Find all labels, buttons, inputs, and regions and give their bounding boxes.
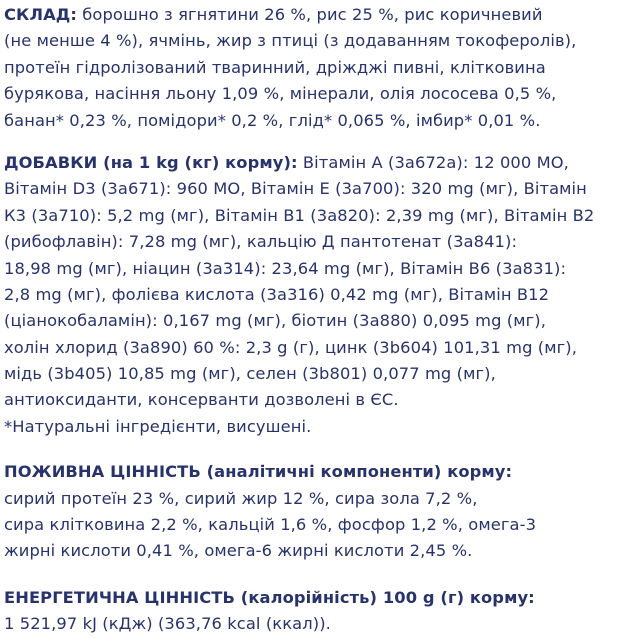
composition-section — [4, 2, 616, 134]
additives-line: 18,98 mg (мг), ніацин (3a314): 23,64 mg (мг), Вітамін В6 (3a831): — [4, 258, 567, 278]
additives-line: К3 (3a710): 5,2 mg (мг), Вітамін В1 (3a820): 2,39 mg (мг), Вітамін В2 — [4, 205, 595, 225]
footnote-natural-ingredients: *Натуральні інгредієнти, висушені. — [4, 416, 312, 436]
composition-heading: СКЛАД: — [4, 5, 77, 24]
nutrition-section — [4, 459, 616, 565]
additives-section — [4, 150, 616, 440]
energy-value: 1 521,97 kJ (кДж) (363,76 kcal (ккал)). — [4, 614, 331, 634]
composition-line: бурякова, насіння льону 1,09 %, мінерали, олія лососева 0,5 %, — [4, 84, 557, 104]
energy-heading: ЕНЕРГЕТИЧНА ЦІННІСТЬ (калорійність) 100 g (г) корму: — [4, 587, 535, 607]
additives-line: (рибофлавін): 7,28 mg (мг), кальцію Д пантотенат (3a841): — [4, 232, 518, 252]
composition-line: (не менше 4 %), ячмінь, жир з птиці (з додаванням токоферолів), — [4, 31, 577, 51]
additives-heading: ДОБАВКИ (на 1 kg (кг) корму): — [4, 152, 298, 172]
additives-line: холін хлорид (3a890) 60 %: 2,3 g (г), цинк (3b604) 101,31 mg (мг), — [4, 337, 577, 357]
nutrition-heading: ПОЖИВНА ЦІННІСТЬ (аналітичні компоненти) корму: — [4, 462, 513, 482]
additives-line: антиоксиданти, консерванти дозволені в ЄС. — [4, 390, 399, 410]
nutrition-line: сира клітковина 2,2 %, кальцій 1,6 %, фосфор 1,2 %, омега-3 — [4, 515, 537, 535]
additives-line: 2,8 mg (мг), фолієва кислота (3a316) 0,42 mg (мг), Вітамін В12 — [4, 284, 550, 304]
composition-line: протеїн гідролізований тваринний, дріжджі пивні, клітковина — [4, 57, 546, 77]
additives-line: ДОБАВКИ (на 1 kg (кг) корму): Вітамін A (3a672a): 12 000 МО, — [4, 152, 569, 172]
nutrition-line: жирні кислоти 0,41 %, омега-6 жирні кислоти 2,45 %. — [4, 541, 473, 561]
additives-line: мідь (3b405) 10,85 mg (мг), селен (3b801) 0,077 mg (мг), — [4, 364, 496, 384]
composition-line: СКЛАД: борошно з ягнятини 26 %, рис 25 %, рис коричневий — [4, 5, 543, 24]
pet-food-label — [4, 0, 616, 638]
additives-line: (ціанокобаламін): 0,167 mg (мг), біотин (3a880) 0,095 mg (мг), — [4, 311, 547, 331]
nutrition-line: сирий протеїн 23 %, сирий жир 12 %, сира зола 7,2 %, — [4, 488, 478, 508]
composition-line: банан* 0,23 %, помідори* 0,2 %, глід* 0,065 %, імбир* 0,01 %. — [4, 110, 541, 130]
additives-line: Вітамін D3 (3a671): 960 МО, Вітамін Е (3a700): 320 mg (мг), Вітамін — [4, 179, 587, 199]
